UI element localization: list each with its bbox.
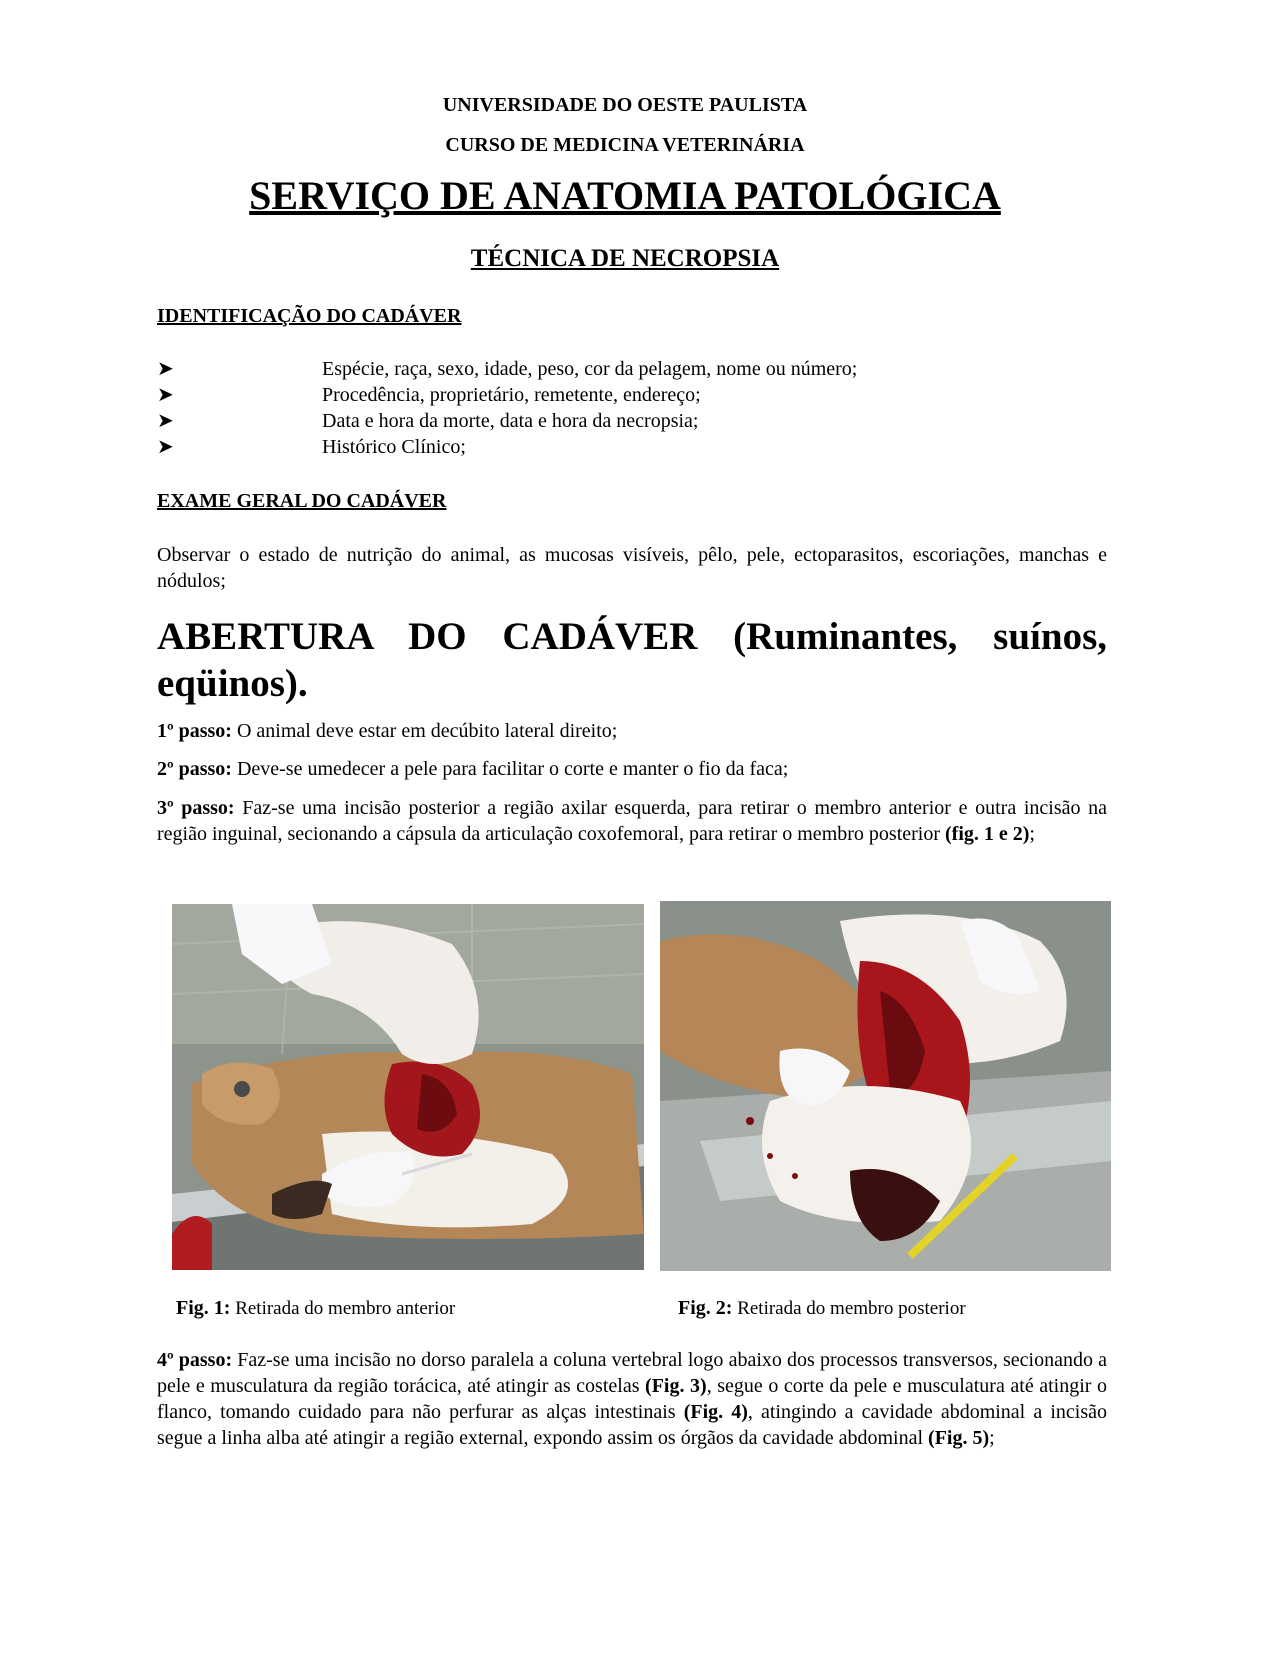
list-item [157,434,1087,460]
figure-reference: (Fig. 3) [645,1375,707,1397]
figure-reference: (Fig. 5) [928,1427,990,1449]
abertura-heading-rest: (Ruminantes, suínos, eqüinos). [157,615,1107,705]
section-heading-identificacao: IDENTIFICAÇÃO DO CADÁVER [157,305,462,327]
list-item-text: Data e hora da morte, data e hora da necropsia; [322,410,699,432]
step-1 [157,718,1107,744]
step-text: , segue o corte da pele e musculatura até atingir o flanco, tomando cuidado para não perfurar as alças intestinais [157,1375,1107,1423]
figure-caption-text: Retirada do membro anterior [230,1298,456,1319]
list-item [157,408,1087,434]
arrowhead-bullet-icon: ➤ [157,384,174,406]
list-item-text: Espécie, raça, sexo, idade, peso, cor da pelagem, nome ou número; [322,358,858,380]
step-text: Faz-se uma incisão posterior a região axilar esquerda, para retirar o membro anterior e outra incisão na região inguinal, secionando a cápsula da articulação coxofemoral, para retirar o membro posterior [157,797,1108,845]
arrowhead-bullet-icon: ➤ [157,358,174,380]
document-subtitle: TÉCNICA DE NECROPSIA [470,245,780,272]
exame-paragraph: Observar o estado de nutrição do animal, as mucosas visíveis, pêlo, pele, ectoparasitos, escoriações, manchas e nódulos; [157,544,1107,592]
figure-label: Fig. 2: [678,1297,733,1319]
step-label: 3º passo: [157,797,235,819]
step-label: 2º passo: [157,758,232,780]
step-text-end: ; [1029,823,1035,845]
list-item [157,356,1087,382]
step-text: Deve-se umedecer a pele para facilitar o corte e manter o fio da faca; [231,758,789,780]
step-text-end: ; [989,1427,995,1449]
step-text: Faz-se uma incisão no dorso paralela a coluna vertebral logo abaixo dos processos transversos, secionando a pele e musculatura da região torácica, até atingir as costelas [157,1349,1108,1397]
step-3 [157,795,1107,847]
identification-list [157,356,1087,460]
step-4 [157,1347,1107,1451]
step-label: 4º passo: [157,1349,233,1371]
figure-label: Fig. 1: [176,1297,231,1319]
section-heading-exame: EXAME GERAL DO CADÁVER [157,490,447,512]
arrowhead-bullet-icon: ➤ [157,436,174,458]
arrowhead-bullet-icon: ➤ [157,410,174,432]
figure-caption-text: Retirada do membro posterior [732,1298,966,1319]
section-heading-abertura [157,613,1107,707]
document-title: SERVIÇO DE ANATOMIA PATOLÓGICA [249,173,1001,218]
university-name: UNIVERSIDADE DO OESTE PAULISTA [442,94,808,116]
abertura-heading-main: ABERTURA DO CADÁVER [157,615,698,658]
list-item-text: Histórico Clínico; [322,436,466,458]
figure-2-photo [660,901,1111,1271]
step-text: , atingindo a cavidade abdominal a incisão segue a linha alba até atingir a região external, expondo assim os órgãos da cavidade abdominal [157,1401,1107,1449]
step-label: 1º passo: [157,720,232,742]
figure-1-photo [172,904,644,1270]
figure-reference: (fig. 1 e 2) [945,823,1030,845]
list-item-text: Procedência, proprietário, remetente, endereço; [322,384,701,406]
figure-2-caption [678,1297,966,1320]
list-item [157,382,1087,408]
course-name: CURSO DE MEDICINA VETERINÁRIA [445,134,805,156]
step-2 [157,756,1107,782]
figure-reference: (Fig. 4) [683,1401,748,1423]
figure-1-caption [176,1297,455,1320]
step-text: O animal deve estar em decúbito lateral direito; [231,720,618,742]
